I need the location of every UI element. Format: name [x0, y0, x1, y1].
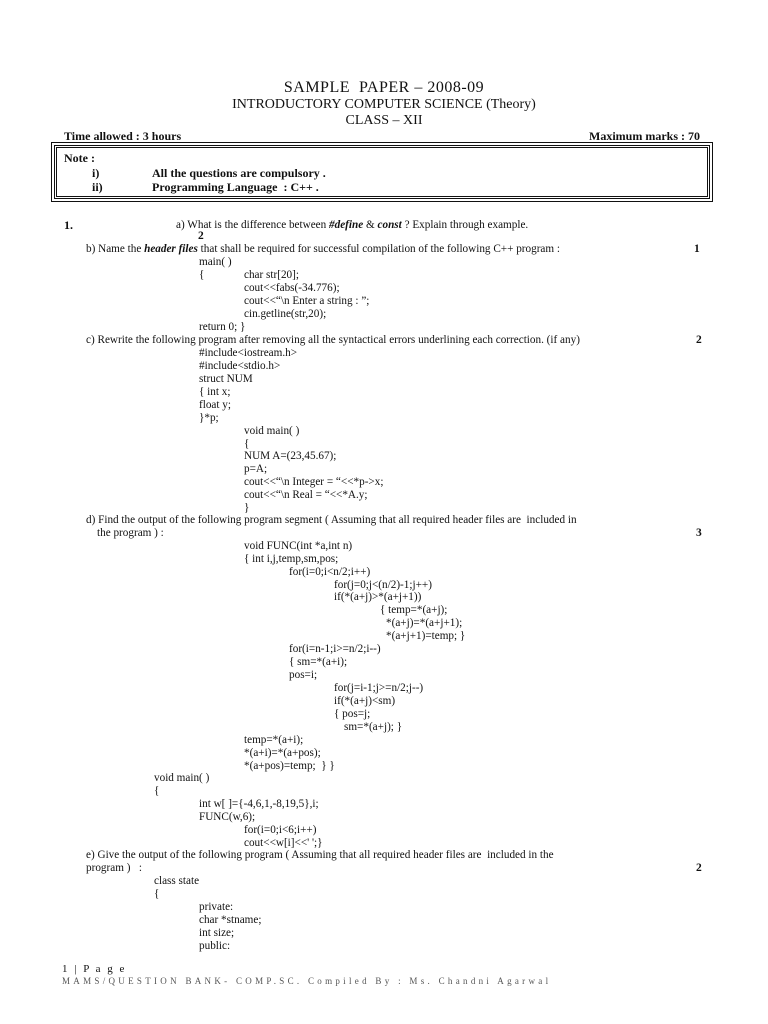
question-number: 1.	[64, 218, 73, 232]
code-line: public:	[199, 940, 231, 952]
code-line: class state	[154, 875, 200, 887]
code-line: { sm=*(a+i);	[289, 656, 348, 668]
note-item-1-num: i)	[92, 166, 100, 180]
question-a-pre: a) What is the difference between	[176, 219, 330, 231]
code-line: cout<<fabs(-34.776);	[244, 282, 340, 294]
question-a-keyword-const: const	[377, 219, 402, 231]
code-line: #include<iostream.h>	[199, 347, 298, 359]
code-line: NUM A=(23,45.67);	[244, 450, 337, 462]
question-a	[176, 219, 528, 232]
note-item-2-num: ii)	[92, 180, 103, 194]
question-e-line2: program ) :	[86, 862, 142, 874]
code-line: char *stname;	[199, 914, 262, 926]
code-line: {	[154, 888, 160, 900]
code-line: { pos=j;	[334, 708, 371, 720]
code-line: main( )	[199, 256, 232, 268]
question-d-marks: 3	[696, 527, 702, 539]
code-line: p=A;	[244, 463, 268, 475]
code-line: *(a+j+1)=temp; }	[386, 630, 466, 642]
paper-subtitle: INTRODUCTORY COMPUTER SCIENCE (Theory)	[232, 97, 536, 112]
question-a-keyword-define: #define	[329, 219, 364, 231]
code-line: {	[154, 785, 160, 797]
code-line: return 0; }	[199, 321, 246, 333]
question-a-post: ? Explain through example.	[401, 219, 529, 231]
code-line: *(a+pos)=temp; } }	[244, 760, 335, 772]
code-line: cout<<“\n Real = “<<*A.y;	[244, 489, 368, 501]
code-line: cin.getline(str,20);	[244, 308, 327, 320]
code-line: temp=*(a+i);	[244, 734, 304, 746]
question-e-line1: e) Give the output of the following program ( Assuming that all required header files are included in the	[86, 849, 554, 861]
code-line: { temp=*(a+j);	[380, 604, 448, 616]
paper-class: CLASS – XII	[345, 113, 423, 128]
code-line: for(i=n-1;i>=n/2;i--)	[289, 643, 381, 655]
footer-page-number: 1 | P a g e	[62, 963, 127, 975]
question-b-pre: b) Name the	[86, 243, 145, 255]
code-line: int size;	[199, 927, 235, 939]
code-line: void main( )	[154, 772, 210, 784]
code-line: void main( )	[244, 425, 300, 437]
code-line: for(j=i-1;j>=n/2;j--)	[334, 682, 424, 694]
code-line: for(i=0;i<n/2;i++)	[289, 566, 371, 578]
footer-text: MAMS/QUESTION BANK- COMP.SC. Compiled By : Ms. Chandni Agarwal	[62, 976, 552, 986]
code-line: cout<<w[i]<<' ';}	[244, 837, 323, 849]
code-line: for(i=0;i<6;i++)	[244, 824, 317, 836]
code-line: sm=*(a+j); }	[344, 721, 403, 733]
maximum-marks: Maximum marks : 70	[589, 129, 700, 143]
code-line: pos=i;	[289, 669, 318, 681]
paper-title: SAMPLE PAPER – 2008-09	[283, 79, 485, 96]
code-line: int w[ ]={-4,6,1,-8,19,5},i;	[199, 798, 319, 810]
question-e-marks: 2	[696, 862, 702, 874]
code-line: if(*(a+j)<sm)	[334, 695, 396, 707]
code-line: void FUNC(int *a,int n)	[244, 540, 353, 552]
question-b-post: that shall be required for successful compilation of the following C++ program :	[197, 243, 561, 255]
code-line: { int x;	[199, 386, 231, 398]
question-b	[86, 243, 560, 256]
code-line: { int i,j,temp,sm,pos;	[244, 553, 339, 565]
question-d-line2: the program ) :	[97, 527, 164, 539]
code-line: }*p;	[199, 412, 219, 424]
question-b-keyword: header files	[144, 243, 198, 255]
code-line: #include<stdio.h>	[199, 360, 281, 372]
code-line: char str[20];	[244, 269, 299, 281]
question-d-line1: d) Find the output of the following program segment ( Assuming that all required header files are included in	[86, 514, 577, 526]
question-b-marks: 1	[694, 243, 700, 255]
code-line: }	[244, 502, 250, 514]
code-line: {	[199, 269, 205, 281]
code-line: FUNC(w,6);	[199, 811, 256, 823]
code-line: for(j=0;j<(n/2)-1;j++)	[334, 579, 432, 591]
code-line: *(a+i)=*(a+pos);	[244, 747, 321, 759]
time-allowed: Time allowed : 3 hours	[64, 129, 182, 143]
code-line: cout<<“\n Integer = “<<*p->x;	[244, 476, 384, 488]
question-c-marks: 2	[696, 334, 702, 346]
note-item-1-text: All the questions are compulsory .	[152, 166, 326, 180]
code-line: struct NUM	[199, 373, 253, 385]
question-c: c) Rewrite the following program after removing all the syntactical errors underlining each correction. (if any)	[86, 334, 580, 346]
code-line: {	[244, 438, 250, 450]
code-line: float y;	[199, 399, 232, 411]
code-line: private:	[199, 901, 234, 913]
code-line: cout<<“\n Enter a string : ”;	[244, 295, 370, 307]
code-line: *(a+j)=*(a+j+1);	[386, 617, 463, 629]
note-item-2-text: Programming Language : C++ .	[152, 180, 319, 194]
question-a-mid: &	[363, 219, 378, 231]
code-line: if(*(a+j)>*(a+j+1))	[334, 591, 422, 603]
note-label: Note :	[64, 151, 95, 165]
question-a-marks: 2	[198, 230, 204, 242]
